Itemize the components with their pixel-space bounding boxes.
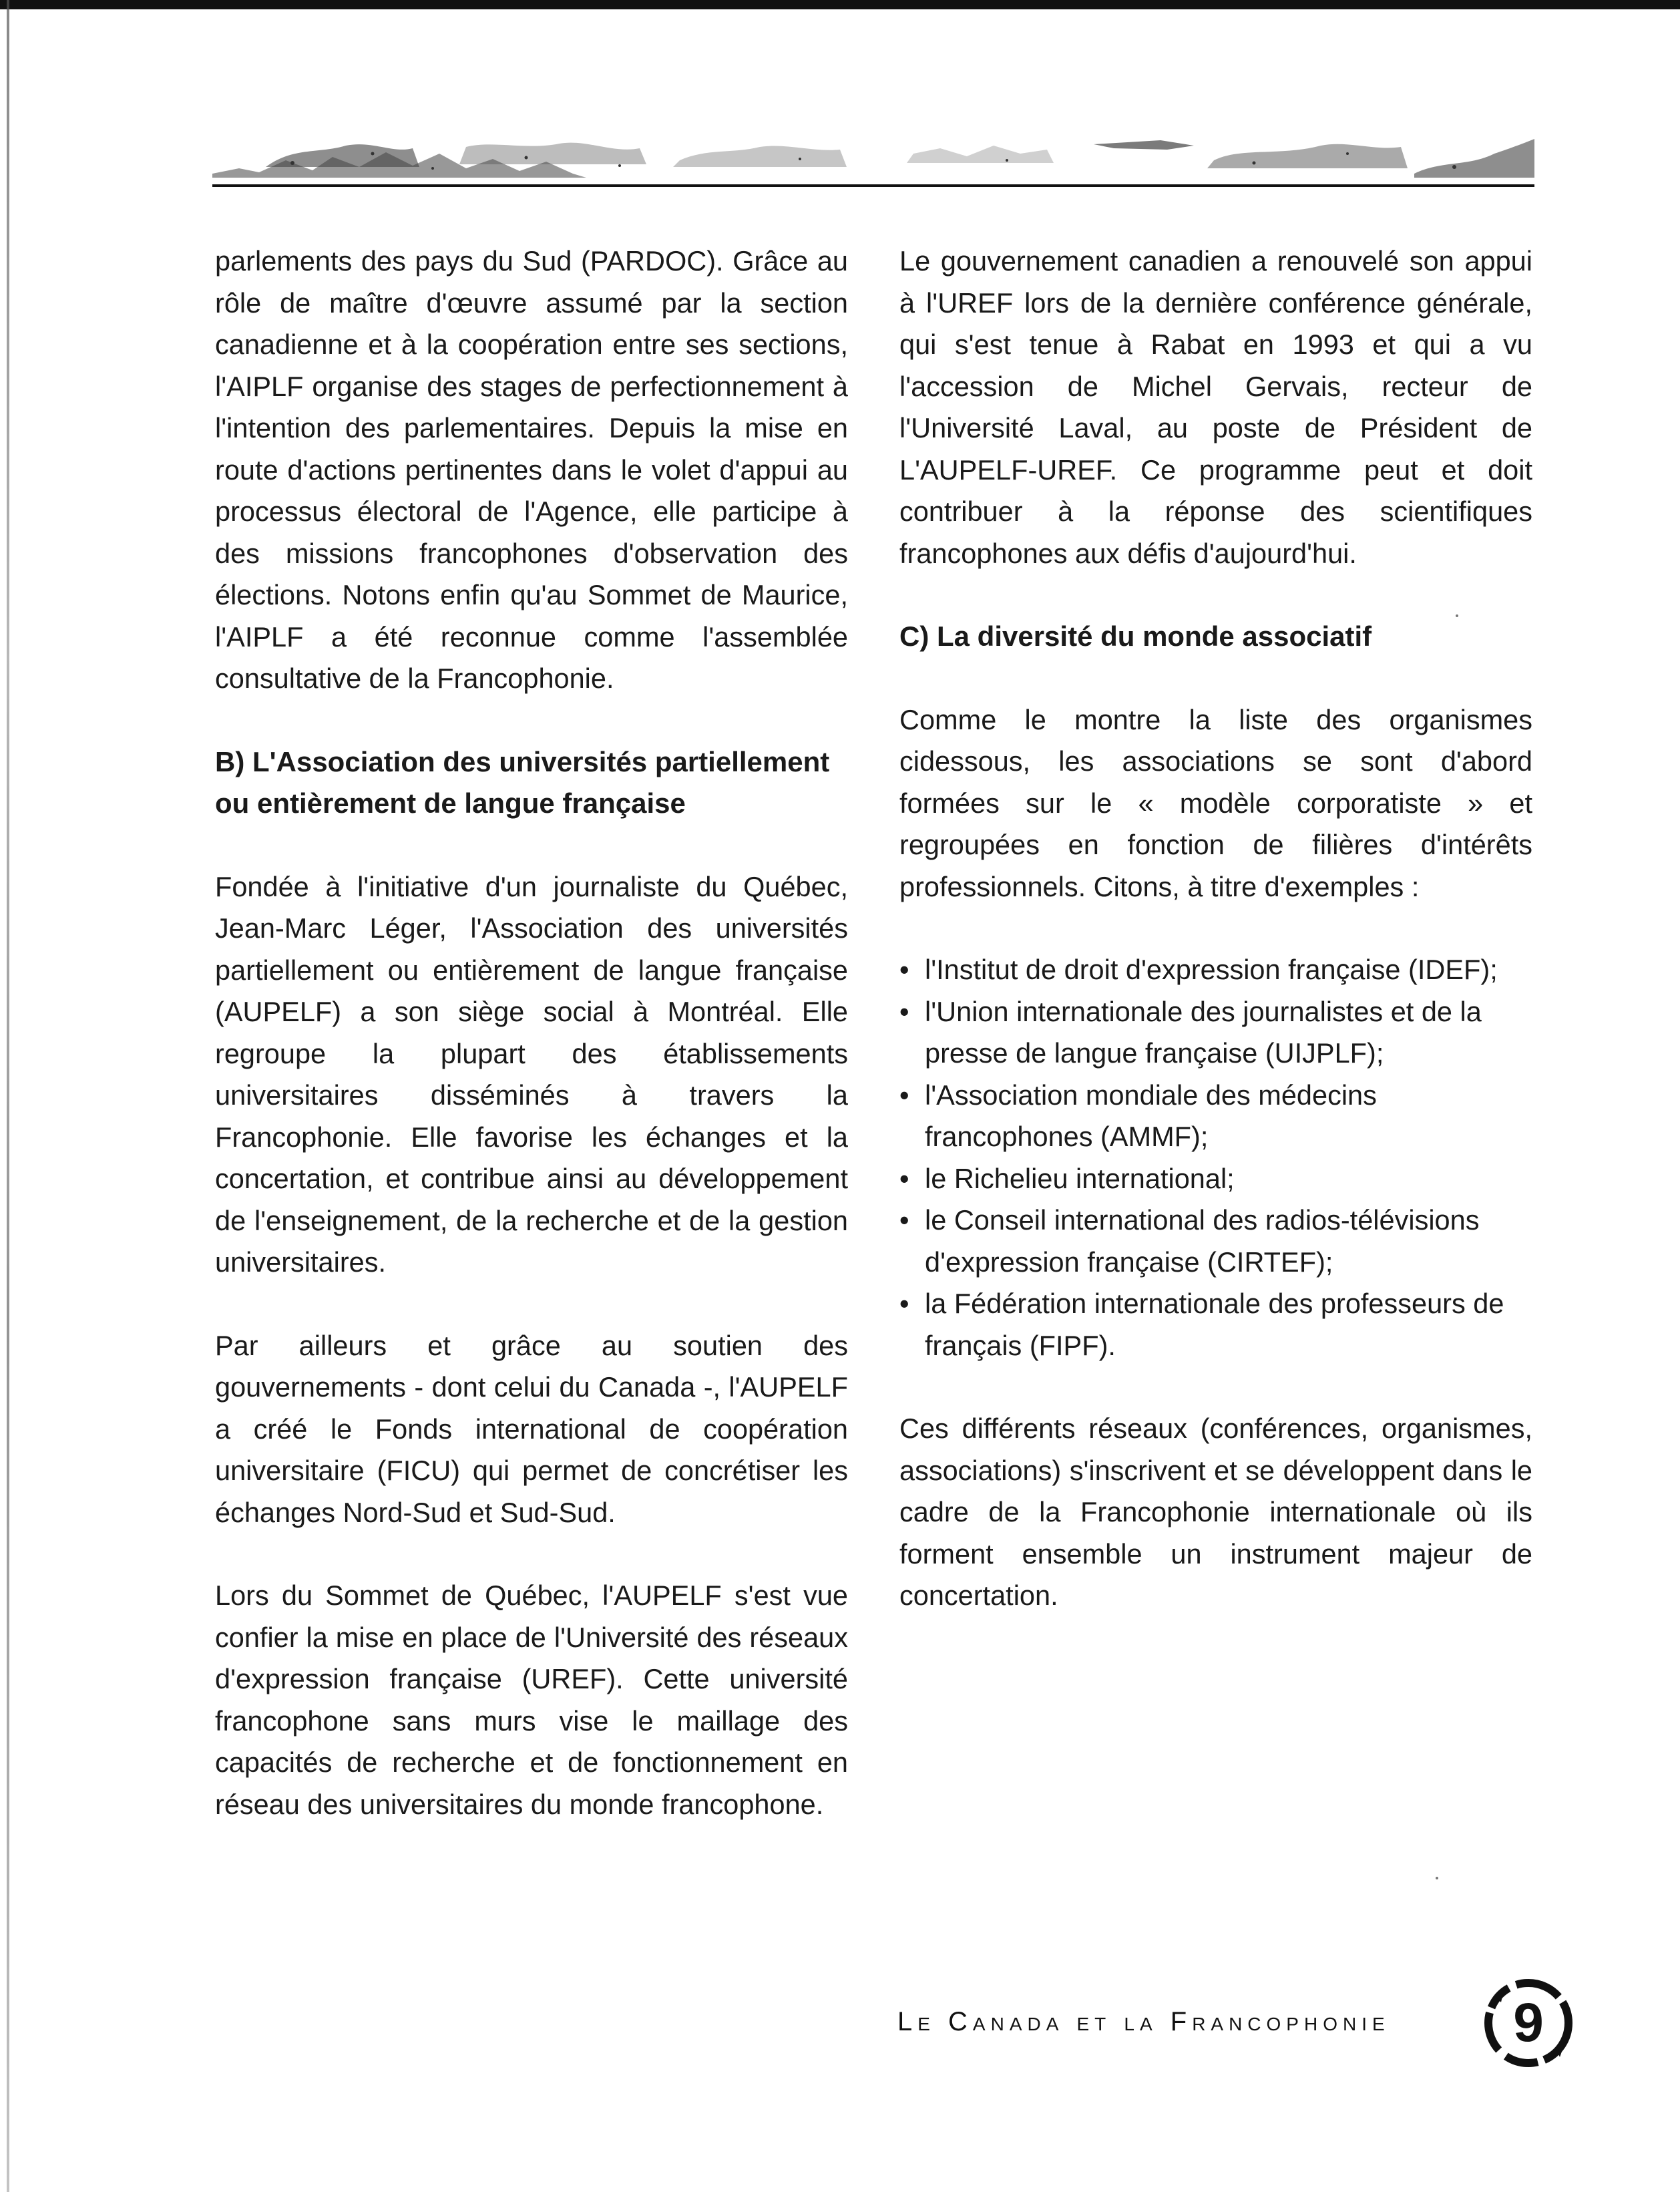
scan-speck [1436,1877,1438,1879]
scan-border-top [0,0,1680,9]
scan-speck [1456,614,1458,617]
list-item: • le Conseil international des radios-télévisions d'expression française (CIRTEF); [899,1200,1532,1283]
body-paragraph: Par ailleurs et grâce au soutien des gouvernements - dont celui du Canada -, l'AUPELF a créé le Fonds international de coopération universitaire (FICU) qui permet de concrétiser les échanges Nord-Sud et Sud-Sud. [215,1329,848,1528]
header-rule [212,184,1534,187]
body-paragraph: Lors du Sommet de Québec, l'AUPELF s'est vue confier la mise en place de l'Université des réseaux d'expression française (UREF). Cette université francophone sans murs vise le maillage des capacités de recherche et de fonctionnement en réseau des universitaires du monde francophone. [215,1580,848,1820]
section-heading-c: C) La diversité du monde associatif [899,620,1372,652]
body-paragraph: Comme le montre la liste des organismes cidessous, les associations se sont d'abord formées sur le « modèle corporatiste » et regroupées en fonction de filières d'intérêts professionnels. Citons, à titre d'exemples : [899,703,1532,902]
left-column [215,240,848,1825]
list-item: • l'Union internationale des journalistes et de la presse de langue française (UIJPLF); [899,991,1532,1075]
organisations-list [899,949,1532,1366]
list-item: • la Fédération internationale des professeurs de français (FIPF). [899,1283,1532,1366]
body-paragraph: Le gouvernement canadien a renouvelé son appui à l'UREF lors de la dernière conférence générale, qui s'est tenue à Rabat en 1993 et qui a vu l'accession de Michel Gervais, recteur de l'Université Laval, au poste de Président de L'AUPELF-UREF. Ce programme peut et doit contribuer à la réponse des scientifiques francophones aux défis d'aujourd'hui. [899,245,1532,569]
decorative-header-texture [212,134,1534,180]
page-number: 9 [1513,1992,1544,2053]
body-paragraph: Ces différents réseaux (conférences, organismes, associations) s'inscrivent et se développent dans le cadre de la Francophonie internationale où ils forment ensemble un instrument majeur de concertation. [899,1413,1532,1611]
section-heading-b: B) L'Association des universités partiellement ou entièrement de langue française [215,745,830,819]
page-number-badge [1481,1976,1576,2070]
list-item: • le Richelieu international; [899,1158,1532,1200]
body-paragraph: Fondée à l'initiative d'un journaliste du Québec, Jean-Marc Léger, l'Association des universités partiellement ou entièrement de langue française (AUPELF) a son siège social à Montréal. Elle regroupe la plupart des établissements universitaires disséminés à travers la Francophonie. Elle favorise les échanges et la concertation, et contribue ainsi au développement de l'enseignement, de la recherche et de la gestion universitaires. [215,870,848,1278]
list-item: • l'Association mondiale des médecins francophones (AMMF); [899,1075,1532,1158]
body-paragraph: parlements des pays du Sud (PARDOC). Grâce au rôle de maître d'œuvre assumé par la section canadienne et à la coopération entre ses sections, l'AIPLF organise des stages de perfectionnement à l'intention des parlementaires. Depuis la mise en route d'actions pertinentes dans le volet d'appui au processus électoral de l'Agence, elle participe à des missions francophones d'observation des élections. Notons enfin qu'au Sommet de Maurice, l'AIPLF a été reconnue comme l'assemblée consultative de la Francophonie. [215,245,848,694]
right-column [899,240,1532,1617]
list-item: • l'Institut de droit d'expression française (IDEF); [899,949,1532,991]
scan-border-left [7,0,9,2192]
running-footer-title: Le Canada et la Francophonie [897,2007,1390,2036]
